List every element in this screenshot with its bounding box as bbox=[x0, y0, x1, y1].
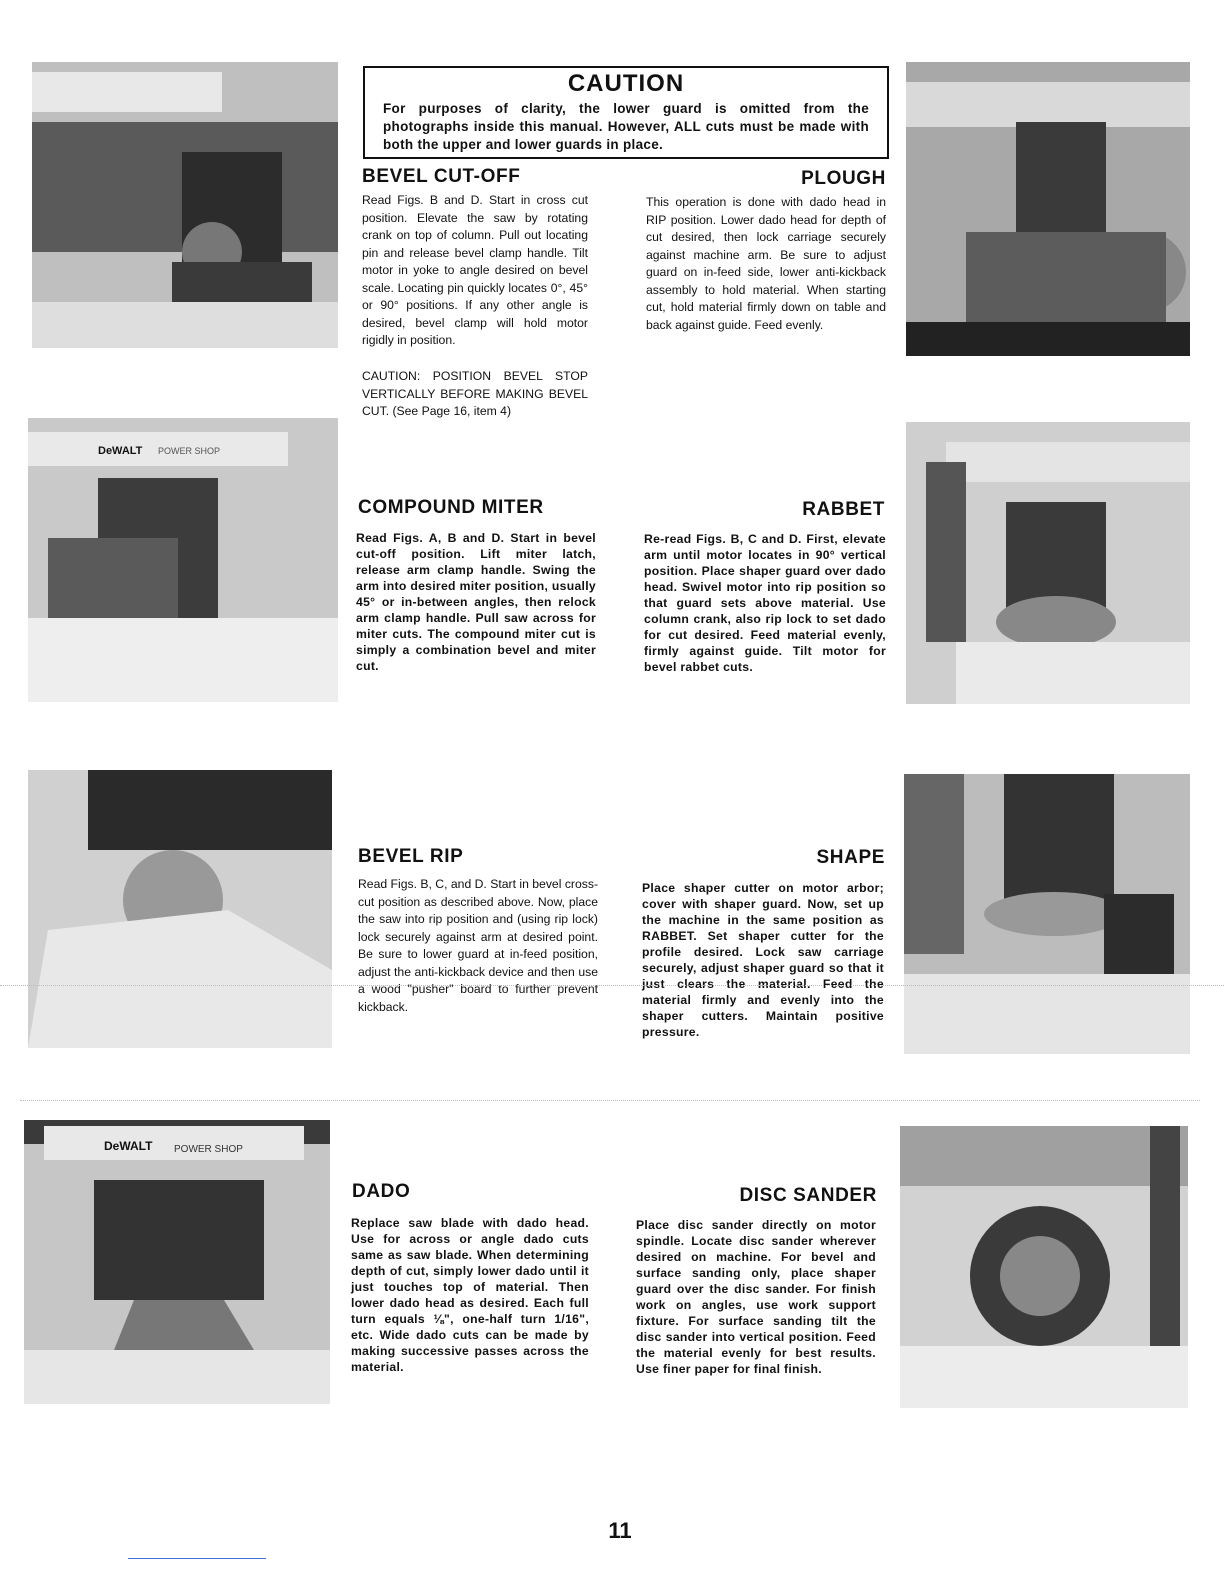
disc-sander-body: Place disc sander directly on motor spindle. Locate disc sander wherever desired on machine. For bevel and surface sanding only, place shaper guard over the disc sander. For finish work on angles, use work support fixture. For surface sanding tilt the disc sander into vertical position. Feed the material evenly for best results. Use finer paper for final finish. bbox=[636, 1218, 876, 1376]
rabbet-heading: RABBET bbox=[802, 499, 885, 520]
bevel-cutoff-heading: BEVEL CUT-OFF bbox=[362, 166, 521, 187]
photo-disc-sander bbox=[900, 1126, 1188, 1408]
photo-rabbet bbox=[906, 422, 1190, 704]
photo-shape bbox=[904, 774, 1190, 1054]
power-shop-label: POWER SHOP bbox=[158, 446, 221, 456]
plough-heading: PLOUGH bbox=[801, 168, 886, 189]
disc-sander-heading: DISC SANDER bbox=[739, 1185, 877, 1206]
brand-label: DeWALT bbox=[98, 445, 143, 457]
compound-miter-heading: COMPOUND MITER bbox=[358, 497, 544, 518]
photo-bevel-cutoff bbox=[32, 62, 338, 348]
caution-box bbox=[363, 66, 889, 159]
brand-label: DeWALT bbox=[104, 1139, 153, 1153]
compound-miter-body: Read Figs. A, B and D. Start in bevel cut-off position. Lift miter latch, release arm clamp handle. Swing the arm into desired miter position, usually 45° or in-between angles, then relock arm clamp handle. Pull saw across for miter cuts. The compound miter cut is simply a combination bevel and miter cut. bbox=[356, 531, 596, 673]
power-shop-label: POWER SHOP bbox=[174, 1144, 243, 1155]
rabbet-body: Re-read Figs. B, C and D. First, elevate arm until motor locates in 90° vertical position. Place shaper guard over dado head. Swivel motor into rip position so that guard sets above material. Use column crank, also rip lock to set dado for cut desired. Feed material evenly, firmly against guide. Tilt motor for bevel rabbet cuts. bbox=[644, 532, 886, 674]
photo-bevel-rip bbox=[28, 770, 332, 1048]
caution-title: CAUTION bbox=[567, 70, 685, 97]
photo-dado bbox=[24, 1120, 330, 1404]
shape-body: Place shaper cutter on motor arbor; cover with shaper guard. Now, set up the machine in the same position as RABBET. Set shaper cutter for the profile desired. Lock saw carriage securely, adjust shaper guard so that it just clears the material. Feed the material firmly and evenly into the shaper cutters. Maintain positive pressure. bbox=[642, 881, 884, 1039]
photo-compound-miter bbox=[28, 418, 338, 702]
bevel-cutoff-body: Read Figs. B and D. Start in cross cut position. Elevate the saw by rotating crank on top of column. Pull out locating pin and release bevel clamp handle. Tilt motor in yoke to angle desired on bevel scale. Locating pin quickly locates 0°, 45° or 90° positions. If any other angle is desired, bevel clamp will hold motor rigidly in position. bbox=[362, 193, 588, 347]
photo-plough bbox=[906, 62, 1190, 356]
bevel-rip-heading: BEVEL RIP bbox=[358, 846, 464, 867]
dado-heading: DADO bbox=[352, 1181, 411, 1202]
bevel-cutoff-caution: CAUTION: POSITION BEVEL STOP VERTICALLY BEFORE MAKING BEVEL CUT. (See Page 16, item 4) bbox=[362, 369, 588, 418]
bevel-rip-body: Read Figs. B, C, and D. Start in bevel cross-cut position as described above. Now, place the saw into rip position and (using rip lock) lock securely against arm at desired point. Be sure to lower guard at in-feed position, adjust the anti-kickback device and then use a wood "pusher" board to further prevent kickback. bbox=[358, 877, 598, 1014]
divider bbox=[20, 1100, 1200, 1101]
plough-body: This operation is done with dado head in RIP position. Lower dado head for depth of cut desired, then lock carriage securely against machine arm. Be sure to adjust guard on in-feed side, lower anti-kickback assembly to hold material. When starting cut, hold material firmly down on table and back against guide. Feed evenly. bbox=[646, 195, 886, 332]
caution-text: For purposes of clarity, the lower guard is omitted from the photographs inside this manual. However, ALL cuts must be made with both the upper and lower guards in place. bbox=[383, 101, 869, 152]
shape-heading: SHAPE bbox=[816, 847, 885, 868]
divider bbox=[0, 985, 1224, 986]
page-number: 11 bbox=[608, 1518, 632, 1543]
dado-body: Replace saw blade with dado head. Use for across or angle dado cuts same as saw blade. When determining depth of cut, simply lower dado until it just touches top of material. Then lower dado head as desired. Each full turn equals ⅛", one-half turn 1/16", etc. Wide dado cuts can be made by making successive passes across the material. bbox=[351, 1216, 589, 1374]
divider bbox=[128, 1558, 266, 1559]
